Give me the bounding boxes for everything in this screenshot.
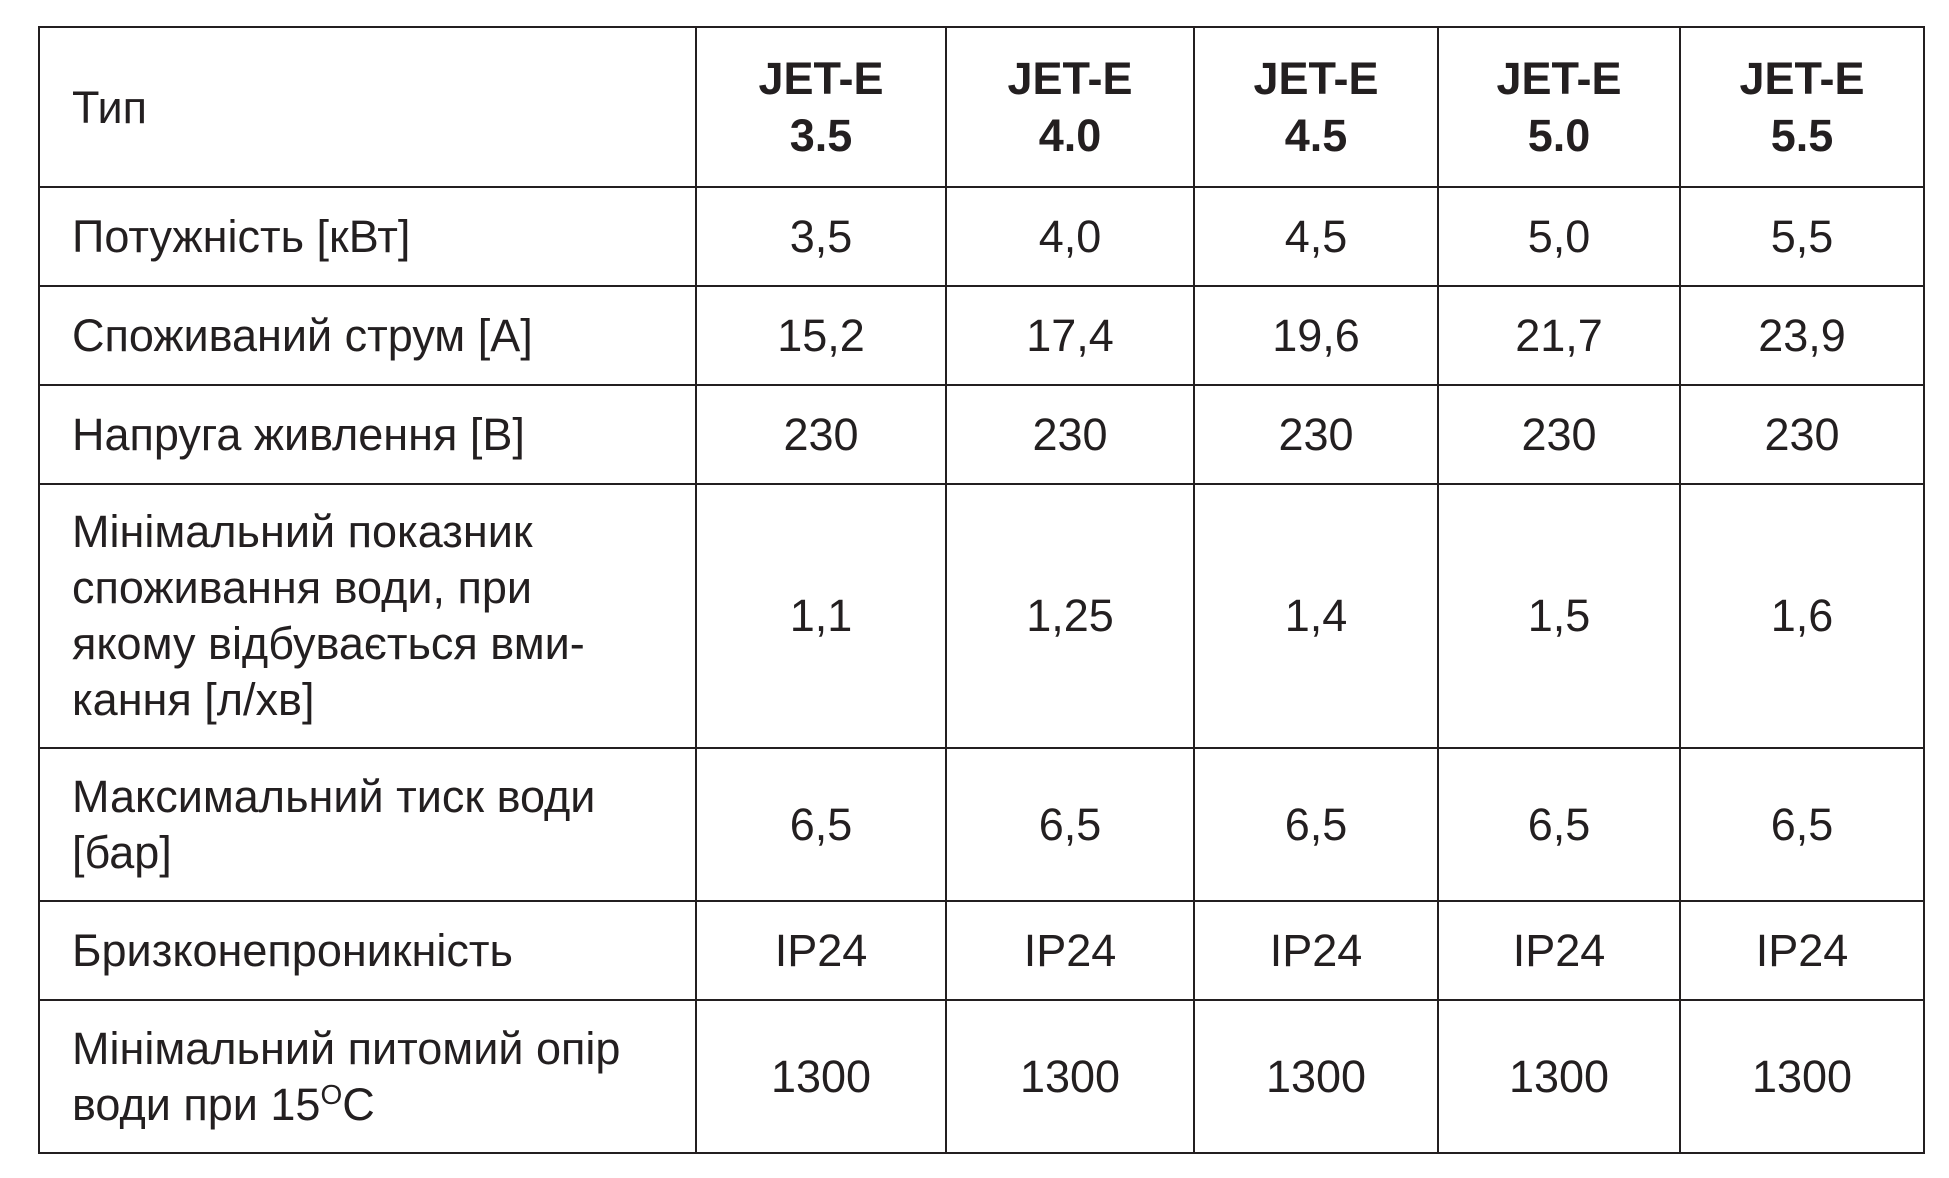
table-cell: 21,7 [1438,286,1680,385]
table-row [39,385,1924,484]
table-cell: 15,2 [696,286,946,385]
table-row [39,748,1924,901]
table-cell: 1,1 [696,484,946,748]
row-label-current: Споживаний струм [А] [39,286,696,385]
table-cell: 230 [1194,385,1438,484]
table-cell: 6,5 [1194,748,1438,901]
label-line: якому відбувається вми- [72,618,585,669]
table-cell: 1300 [946,1000,1194,1153]
degree-superscript: O [320,1078,343,1110]
label-line: Мінімальний показник [72,506,533,557]
table-cell: 6,5 [946,748,1194,901]
label-line: Максимальний тиск води [72,770,596,822]
table-cell: IP24 [946,901,1194,1000]
table-cell: 3,5 [696,187,946,286]
table-cell: 1300 [1194,1000,1438,1153]
table-cell: 1,6 [1680,484,1924,748]
table-cell: 5,5 [1680,187,1924,286]
table-cell: 4,0 [946,187,1194,286]
table-cell: 1,4 [1194,484,1438,748]
table-cell: 5,0 [1438,187,1680,286]
table-cell: 1,5 [1438,484,1680,748]
spec-table [38,26,1925,1154]
header-model-5: JET-E 5.5 [1680,27,1924,187]
table-cell: 6,5 [696,748,946,901]
row-label-min-flow [39,484,696,748]
table-cell: IP24 [696,901,946,1000]
table-row [39,1000,1924,1153]
unit-celsius: C [342,1078,375,1130]
label-line: кання [л/хв] [72,674,315,725]
header-model-1: JET-E 3.5 [696,27,946,187]
table-cell: IP24 [1438,901,1680,1000]
table-cell: 23,9 [1680,286,1924,385]
table-cell: 6,5 [1680,748,1924,901]
row-label-splash-proof: Бризконепроникність [39,901,696,1000]
label-line: води при 15 [72,1078,321,1130]
label-line: Мінімальний питомий опір [72,1022,621,1074]
header-row [39,27,1924,187]
header-type-label: Тип [39,27,696,187]
table-cell: 6,5 [1438,748,1680,901]
row-label-max-pressure [39,748,696,901]
table-cell: 1,25 [946,484,1194,748]
table-cell: 1300 [1680,1000,1924,1153]
label-line: [бар] [72,826,172,878]
table-cell: IP24 [1680,901,1924,1000]
table-cell: 230 [696,385,946,484]
row-label-resistivity [39,1000,696,1153]
table-row [39,901,1924,1000]
table-cell: 1300 [1438,1000,1680,1153]
label-line: споживання води, при [72,562,532,613]
table-row [39,187,1924,286]
row-label-voltage: Напруга живлення [В] [39,385,696,484]
table-cell: IP24 [1194,901,1438,1000]
table-cell: 230 [1680,385,1924,484]
table-cell: 4,5 [1194,187,1438,286]
table-cell: 17,4 [946,286,1194,385]
table-cell: 230 [946,385,1194,484]
table-row [39,484,1924,748]
table-row [39,286,1924,385]
table-cell: 230 [1438,385,1680,484]
header-model-4: JET-E 5.0 [1438,27,1680,187]
header-model-2: JET-E 4.0 [946,27,1194,187]
table-cell: 1300 [696,1000,946,1153]
row-label-power: Потужність [кВт] [39,187,696,286]
header-model-3: JET-E 4.5 [1194,27,1438,187]
table-cell: 19,6 [1194,286,1438,385]
